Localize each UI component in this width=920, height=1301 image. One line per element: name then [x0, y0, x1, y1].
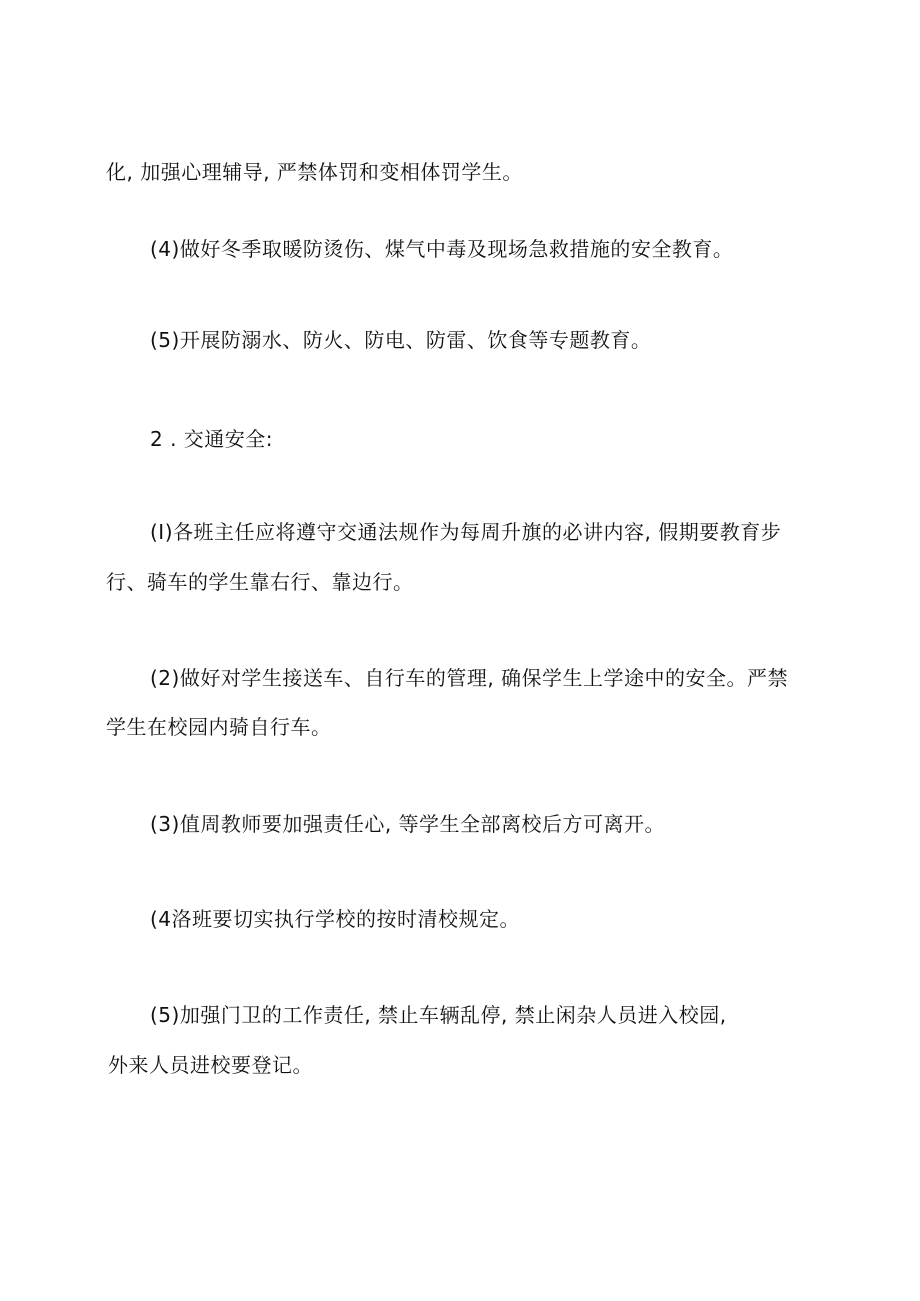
paragraph-traffic-4: (4洛班要切实执行学校的按时清校规定。: [150, 907, 521, 931]
paragraph-traffic-3: (3)值周教师要加强责任心, 等学生全部离校后方可离开。: [150, 812, 666, 836]
paragraph-traffic-2-line-1: (2)做好对学生接送车、自行车的管理, 确保学生上学途中的安全。严禁: [150, 666, 789, 690]
paragraph-item-5: (5)开展防溺水、防火、防电、防雷、饮食等专题教育。: [150, 328, 652, 352]
paragraph-continuation: 化, 加强心理辅导, 严禁体罚和变相体罚学生。: [106, 160, 523, 184]
section-heading-traffic-safety: 2 . 交通安全:: [150, 427, 274, 451]
paragraph-traffic-2-line-2: 学生在校园内骑自行车。: [106, 715, 332, 739]
paragraph-traffic-5-line-2: 外来人员进校要登记。: [108, 1053, 313, 1077]
paragraph-traffic-1-line-1: (I)各班主任应将遵守交通法规作为每周升旗的必讲内容, 假期要教育步: [150, 520, 782, 544]
paragraph-item-4: (4)做好冬季取暖防烫伤、煤气中毒及现场急救措施的安全教育。: [150, 237, 734, 261]
paragraph-traffic-1-line-2: 行、骑车的学生靠右行、靠边行。: [106, 570, 414, 594]
paragraph-traffic-5-line-1: (5)加强门卫的工作责任, 禁止车辆乱停, 禁止闲杂人员进入校园,: [150, 1003, 727, 1027]
